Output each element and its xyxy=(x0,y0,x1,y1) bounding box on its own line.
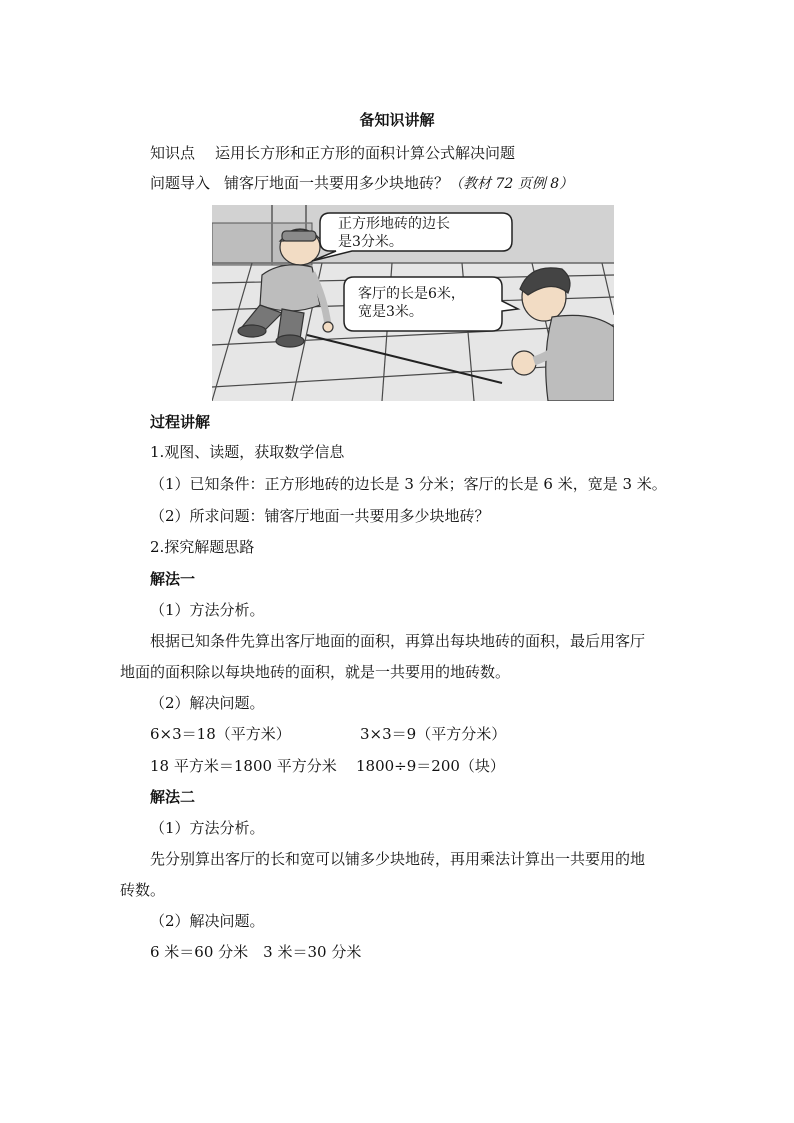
page-title: 备知识讲解 xyxy=(359,111,435,129)
method-2-analysis-line-2: 砖数。 xyxy=(120,881,166,899)
method-1-equation-1b: 3×3＝9（平方分米） xyxy=(360,725,507,743)
bubble-2-text xyxy=(358,285,465,321)
intro-text: 铺客厅地面一共要用多少块地砖？ xyxy=(224,174,450,192)
process-heading: 过程讲解 xyxy=(150,413,211,431)
method-2-solve-label: （2）解决问题。 xyxy=(150,912,265,930)
knowledge-point xyxy=(150,143,515,163)
method-2-heading: 解法二 xyxy=(150,788,196,806)
method-1-analysis-line-2: 地面的面积除以每块地砖的面积，就是一共要用的地砖数。 xyxy=(120,663,511,681)
known-conditions: （1）已知条件：正方形地砖的边长是 3 分米；客厅的长是 6 米，宽是 3 米。 xyxy=(150,475,667,493)
bubble-2-line-2: 宽是3米。 xyxy=(358,304,423,320)
knowledge-label: 知识点 xyxy=(150,144,196,162)
method-1-analysis-label: （1）方法分析。 xyxy=(150,601,265,619)
bubble-1-line-1: 正方形地砖的边长 xyxy=(338,216,450,232)
textbook-illustration xyxy=(212,205,614,401)
method-2-analysis-line-1: 先分别算出客厅的长和宽可以铺多少块地砖，再用乘法计算出一共要用的地 xyxy=(150,850,646,868)
method-1-heading: 解法一 xyxy=(150,570,196,588)
method-1-equation-1a: 6×3＝18（平方米） xyxy=(150,725,291,743)
method-2-equation: 6 米＝60 分米 3 米＝30 分米 xyxy=(150,943,362,961)
method-1-analysis-line-1: 根据已知条件先算出客厅地面的面积，再算出每块地砖的面积，最后用客厅 xyxy=(150,632,646,650)
intro-label: 问题导入 xyxy=(150,174,211,192)
method-2-analysis-label: （1）方法分析。 xyxy=(150,819,265,837)
step-2-heading: 2.探究解题思路 xyxy=(150,538,255,556)
step-1-heading: 1.观图、读题，获取数学信息 xyxy=(150,443,345,461)
asked-question: （2）所求问题：铺客厅地面一共要用多少块地砖？ xyxy=(150,507,490,525)
method-1-equation-2b: 1800÷9＝200（块） xyxy=(356,757,505,775)
method-1-solve-label: （2）解决问题。 xyxy=(150,694,265,712)
bubble-1-line-2: 是3分米。 xyxy=(338,234,403,250)
method-1-equation-2a: 18 平方米＝1800 平方分米 xyxy=(150,757,337,775)
textbook-reference: （教材 72 页例 8） xyxy=(449,176,574,192)
knowledge-text: 运用长方形和正方形的面积计算公式解决问题 xyxy=(215,144,516,162)
problem-intro xyxy=(150,173,573,194)
bubble-2-line-1: 客厅的长是6米， xyxy=(358,286,465,302)
bubble-1-text xyxy=(338,215,450,251)
